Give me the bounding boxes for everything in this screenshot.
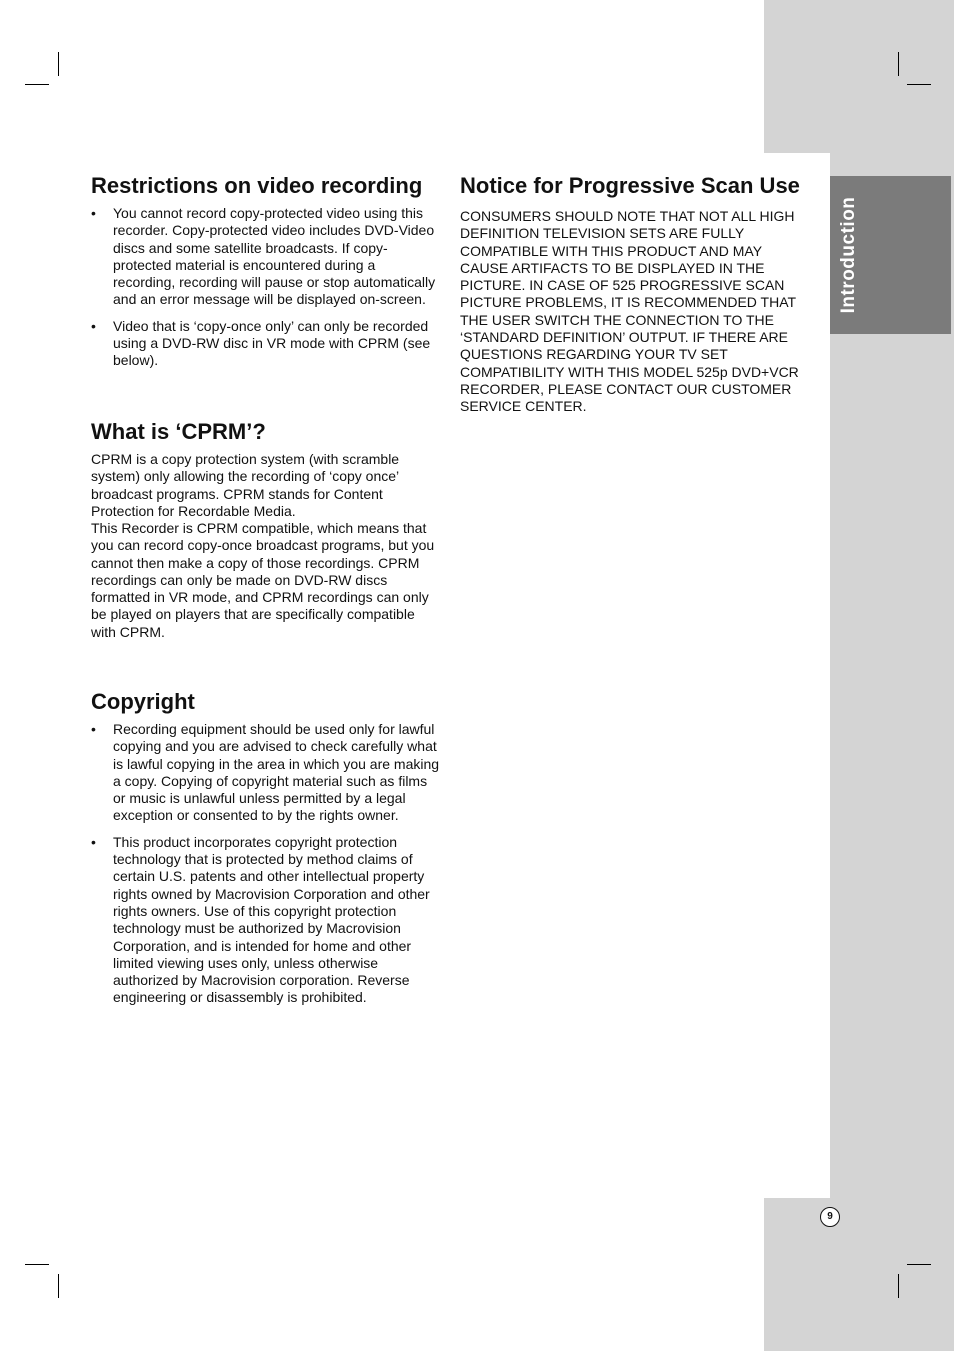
list-item-text: You cannot record copy-protected video using this recorder. Copy-protected video includes DVD-Video discs and some satellite broadcasts. If copy-protected material is encountered during a recording, recording will pause or stop automatically and an error message will be displayed on-screen. — [113, 205, 436, 308]
restrictions-list — [91, 205, 441, 379]
progressive-heading: Notice for Progressive Scan Use — [460, 173, 800, 198]
cprm-heading: What is ‘CPRM’? — [91, 419, 266, 444]
list-item-text: This product incorporates copyright protection technology that is protected by method claims of certain U.S. patents and other intellectual property rights owned by Macrovision Corporation and other rights owners. Use of this copyright protection technology must be authorized by Macrovision Corporation, and is intended for home and other limited viewing uses only, unless otherwise authorized by Macrovision corporation. Reverse engineering or disassembly is prohibited. — [113, 833, 430, 1006]
crop-mark — [898, 52, 899, 76]
restrictions-heading: Restrictions on video recording — [91, 173, 423, 198]
list-item — [91, 205, 441, 309]
progressive-paragraph: CONSUMERS SHOULD NOTE THAT NOT ALL HIGH DEFINITION TELEVISION SETS ARE FULLY COMPATIBLE WITH THIS PRODUCT AND MAY CAUSE ARTIFACTS TO BE DISPLAYED IN THE PICTURE. IN CASE OF 525 PROGRESSIVE SCAN PICTURE PROBLEMS, IT IS RECOMMENDED THAT THE USER SWITCH THE CONNECTION TO THE ‘STANDARD DEFINITION’ OUTPUT. IF THERE ARE QUESTIONS REGARDING YOUR TV SET COMPATIBILITY WITH THIS MODEL 525p DVD+VCR RECORDER, PLEASE CONTACT OUR CUSTOMER SERVICE CENTER. — [460, 208, 799, 415]
crop-mark — [58, 52, 59, 76]
copyright-heading: Copyright — [91, 689, 195, 714]
cprm-paragraph: CPRM is a copy protection system (with scramble system) only allowing the recording of ‘copy once’ broadcast programs. CPRM stands for Content Protection for Recordable Media. — [91, 451, 400, 519]
section-tab-label: Introduction — [838, 196, 859, 314]
list-item — [91, 721, 441, 825]
bullet-icon: • — [91, 317, 96, 334]
list-item-text: Video that is ‘copy-once only’ can only be recorded using a DVD-RW disc in VR mode with CPRM (see below). — [113, 317, 431, 369]
crop-mark — [25, 84, 49, 85]
side-band-bottom — [764, 1198, 954, 1351]
crop-mark — [907, 1264, 931, 1265]
list-item — [91, 834, 441, 1007]
crop-mark — [907, 84, 931, 85]
bullet-icon: • — [91, 721, 96, 737]
crop-mark — [58, 1274, 59, 1298]
crop-mark — [25, 1264, 49, 1265]
list-item — [91, 318, 441, 370]
cprm-paragraph: This Recorder is CPRM compatible, which means that you can record copy-once broadcast programs, but you cannot then make a copy of those recordings. CPRM recordings can only be made on DVD-RW discs formatted in VR mode, and CPRM recordings can only be played on players that are specifically compatible with CPRM. — [91, 520, 435, 640]
crop-mark — [898, 1274, 899, 1298]
copyright-list — [91, 721, 441, 1016]
bullet-icon: • — [91, 205, 96, 221]
list-item-text: Recording equipment should be used only for lawful copying and you are advised to check carefully what is lawful copying in the area in which you are making a copy. Copying of copyright material such as films or music is unlawful unless permitted by a legal exception or consented to by the rights owner. — [113, 721, 440, 824]
page-number: 9 — [820, 1207, 840, 1227]
side-band-top — [764, 0, 954, 153]
bullet-icon: • — [91, 833, 96, 850]
